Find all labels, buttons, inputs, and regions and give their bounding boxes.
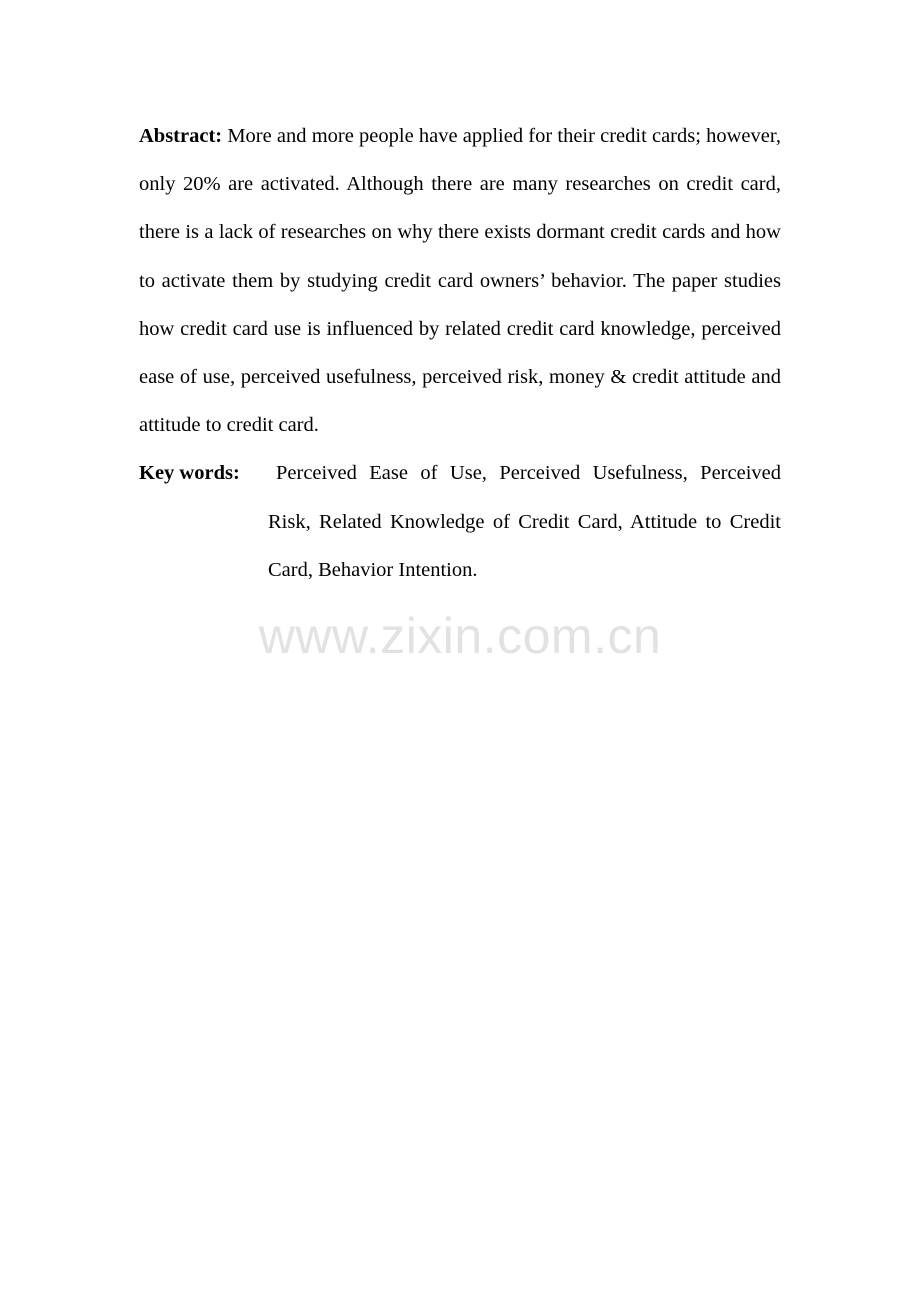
- keywords-label: Key words:: [139, 462, 240, 485]
- abstract-label: Abstract:: [139, 125, 223, 147]
- watermark: www.zixin.com.cn: [258, 608, 662, 664]
- keywords-paragraph: [139, 449, 781, 594]
- keywords-text: Perceived Ease of Use, Perceived Usefulness, Perceived Risk, Related Knowledge of Credit Card, Attitude to Credit Card, Behavior Intention.: [268, 462, 781, 581]
- abstract-paragraph: [139, 112, 781, 449]
- abstract-section: [139, 112, 781, 594]
- abstract-text: More and more people have applied for their credit cards; however, only 20% are activated. Although there are many researches on credit card, there is a lack of researches on why there exists dormant credit cards and how to activate them by studying credit card owners’ behavior. The paper studies how credit card use is influenced by related credit card knowledge, perceived ease of use, perceived usefulness, perceived risk, money & credit attitude and attitude to credit card.: [139, 125, 782, 437]
